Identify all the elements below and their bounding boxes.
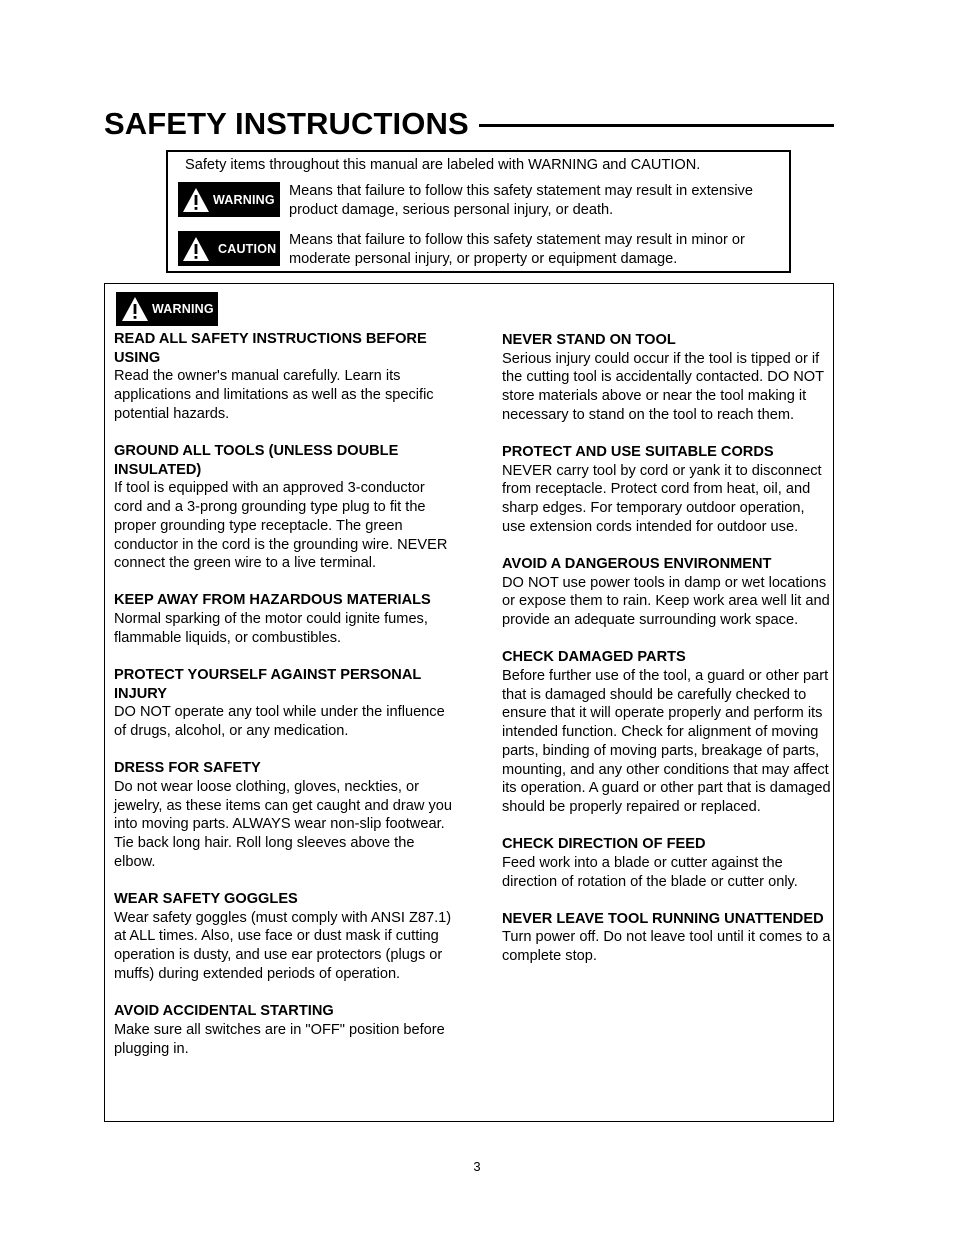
section-heading: READ ALL SAFETY INSTRUCTIONS BEFORE USING: [114, 331, 427, 366]
safety-section: [114, 666, 454, 741]
caution-description: Means that failure to follow this safety statement may result in minor or moderate personal injury, or property or equipment damage.: [289, 232, 745, 267]
safety-section: [114, 442, 454, 573]
right-column: [502, 331, 832, 984]
section-body: Turn power off. Do not leave tool until it comes to a complete stop.: [502, 929, 831, 965]
section-heading: NEVER STAND ON TOOL: [502, 332, 676, 348]
section-body: If tool is equipped with an approved 3-conductor cord and a 3-prong grounding type plug to fit the proper grounding type receptacle. The green conductor in the cord is the grounding wire. NEVER connect the green wire to a live terminal.: [114, 480, 448, 572]
page-title: SAFETY INSTRUCTIONS: [104, 106, 469, 141]
warning-triangle-icon: [182, 187, 210, 213]
section-body: NEVER carry tool by cord or yank it to disconnect from receptacle. Protect cord from heat, oil, and sharp edges. For temporary outdoor operation, use extension cords intended for outdoor use.: [502, 462, 822, 535]
warning-instructions-box: [104, 283, 834, 1122]
safety-section: [502, 555, 832, 630]
section-heading: WEAR SAFETY GOGGLES: [114, 891, 298, 908]
section-body: Do not wear loose clothing, gloves, neckties, or jewelry, as these items can get caught and draw you into moving parts. ALWAYS wear non-slip footwear. Tie back long hair. Roll long sleeves above the elbow.: [114, 779, 453, 870]
safety-section: [502, 331, 832, 425]
page-title-row: [104, 104, 834, 144]
title-rule: [479, 124, 834, 127]
section-heading: GROUND ALL TOOLS (UNLESS DOUBLE INSULATED): [114, 443, 399, 478]
signal-word-legend: [166, 150, 791, 273]
safety-section: [502, 443, 832, 537]
section-body: Normal sparking of the motor could ignite fumes, flammable liquids, or combustibles.: [114, 611, 428, 646]
section-heading: CHECK DAMAGED PARTS: [502, 649, 686, 666]
section-heading: NEVER LEAVE TOOL RUNNING UNATTENDED: [502, 910, 824, 927]
main-warning-label: WARNING: [152, 302, 214, 316]
section-heading: KEEP AWAY FROM HAZARDOUS MATERIALS: [114, 592, 431, 609]
warning-signal-label: [178, 182, 280, 217]
page-number: 3: [473, 1159, 481, 1174]
caution-signal-label: [178, 231, 280, 266]
safety-section: [114, 890, 454, 984]
section-body: Before further use of the tool, a guard or other part that is damaged should be carefully checked to ensure that it will operate properly and perform its intended function. Check for alignment of moving parts, binding of moving parts, breakage of parts, mounting, and any other conditions that may affect its operation. A guard or other part that is damaged should be properly repaired or replaced.: [502, 668, 831, 815]
section-body: Feed work into a blade or cutter against the direction of rotation of the blade or cutter only.: [502, 854, 798, 890]
caution-label-text: CAUTION: [218, 241, 277, 256]
warning-description: Means that failure to follow this safety statement may result in extensive product damage, serious personal injury, or death.: [289, 183, 753, 218]
caution-triangle-icon: [182, 236, 210, 262]
safety-section: [502, 910, 832, 966]
safety-section: [114, 330, 454, 424]
main-warning-badge: [116, 292, 218, 326]
warning-triangle-icon: [121, 296, 149, 322]
section-body: Serious injury could occur if the tool is tipped or if the cutting tool is accidentally contacted. DO NOT store materials above or near the tool making it necessary to stand on the tool to reach them.: [502, 350, 824, 423]
section-heading: PROTECT YOURSELF AGAINST PERSONAL INJURY: [114, 667, 422, 702]
legend-warning-row: [178, 182, 783, 220]
section-body: Read the owner's manual carefully. Learn its applications and limitations as well as the specific potential hazards.: [114, 368, 434, 422]
warning-label-text: WARNING: [213, 192, 275, 207]
left-column: [114, 330, 454, 1077]
section-heading: AVOID ACCIDENTAL STARTING: [114, 1003, 334, 1020]
section-heading: DRESS FOR SAFETY: [114, 760, 261, 777]
section-heading: PROTECT AND USE SUITABLE CORDS: [502, 444, 774, 461]
section-body: DO NOT operate any tool while under the influence of drugs, alcohol, or any medication.: [114, 704, 445, 740]
safety-section: [114, 1002, 454, 1058]
legend-intro: Safety items throughout this manual are labeled with WARNING and CAUTION.: [185, 157, 701, 173]
section-heading: AVOID A DANGEROUS ENVIRONMENT: [502, 556, 772, 573]
safety-section: [114, 759, 454, 871]
safety-section: [502, 648, 832, 816]
section-body: DO NOT use power tools in damp or wet locations or expose them to rain. Keep work area well lit and provide an adequate surrounding work space.: [502, 574, 830, 629]
main-warning-signal: [117, 293, 217, 325]
safety-section: [114, 591, 454, 647]
section-body: Wear safety goggles (must comply with ANSI Z87.1) at ALL times. Also, use face or dust mask if cutting operation is dusty, and use ear protectors (plugs or muffs) during extended periods of operation.: [114, 909, 452, 982]
section-body: Make sure all switches are in "OFF" position before plugging in.: [114, 1021, 445, 1057]
section-heading: CHECK DIRECTION OF FEED: [502, 836, 706, 853]
safety-section: [502, 835, 832, 891]
legend-caution-row: [178, 231, 783, 269]
